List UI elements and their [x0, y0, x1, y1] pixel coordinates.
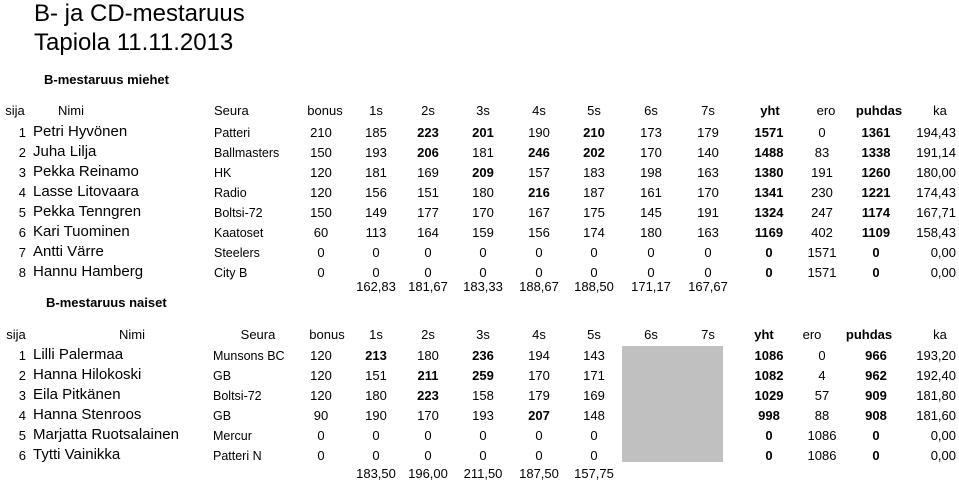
- row-game-score: 0: [424, 265, 432, 280]
- row-total: 0: [765, 428, 773, 443]
- row-player-name: Antti Värre: [33, 243, 104, 260]
- game-average: 181,67: [408, 279, 448, 294]
- row-game-score: 149: [365, 205, 387, 220]
- row-player-name: Tytti Vainikka: [33, 446, 121, 463]
- row-player-name: Petri Hyvönen: [33, 123, 128, 140]
- row-game-score: 0: [372, 245, 380, 260]
- row-game-score: 151: [417, 185, 439, 200]
- column-header-7s: 7s: [701, 103, 715, 118]
- row-net-score: 909: [865, 388, 887, 403]
- row-net-score: 1361: [861, 125, 891, 140]
- row-game-score: 169: [417, 165, 439, 180]
- column-header-ero: ero: [802, 327, 822, 342]
- row-club: HK: [214, 166, 232, 180]
- row-game-score: 181: [365, 165, 387, 180]
- row-game-score: 156: [528, 225, 550, 240]
- column-header-sija: sija: [5, 103, 25, 118]
- column-header-nimi: Nimi: [58, 103, 84, 118]
- row-average: 181,60: [916, 408, 956, 423]
- row-game-score: 180: [472, 185, 494, 200]
- row-difference: 4: [818, 368, 826, 383]
- row-game-score: 0: [590, 428, 598, 443]
- row-game-score: 0: [479, 428, 487, 443]
- row-bonus: 90: [313, 408, 329, 423]
- row-total: 1488: [754, 145, 784, 160]
- row-rank: 3: [18, 165, 26, 180]
- column-header-seura: Seura: [214, 103, 249, 118]
- game-average: 211,50: [463, 466, 503, 481]
- row-game-score: 207: [528, 408, 550, 423]
- row-rank: 5: [18, 205, 26, 220]
- row-game-score: 151: [365, 368, 387, 383]
- row-game-score: 259: [472, 368, 494, 383]
- row-game-score: 193: [472, 408, 494, 423]
- row-game-score: 169: [583, 388, 605, 403]
- row-game-score: 180: [365, 388, 387, 403]
- row-rank: 4: [18, 185, 26, 200]
- row-game-score: 223: [417, 125, 439, 140]
- row-game-score: 0: [479, 245, 487, 260]
- row-game-score: 143: [583, 348, 605, 363]
- row-bonus: 0: [317, 265, 325, 280]
- row-club: Radio: [214, 186, 247, 200]
- row-game-score: 170: [640, 145, 662, 160]
- row-bonus: 0: [317, 428, 325, 443]
- row-game-score: 0: [647, 265, 655, 280]
- column-header-seura: Seura: [240, 327, 276, 342]
- row-difference: 0: [818, 348, 826, 363]
- column-header-5s: 5s: [587, 103, 601, 118]
- row-bonus: 150: [310, 145, 332, 160]
- row-club: Boltsi-72: [214, 206, 263, 220]
- column-header-4s: 4s: [532, 327, 546, 342]
- row-game-score: 179: [528, 388, 550, 403]
- row-game-score: 0: [372, 428, 380, 443]
- row-rank: 7: [18, 245, 26, 260]
- row-club: Mercur: [213, 429, 252, 443]
- row-difference: 1571: [807, 265, 837, 280]
- column-header-nimi: Nimi: [119, 327, 145, 342]
- row-game-score: 113: [365, 225, 387, 240]
- row-game-score: 179: [697, 125, 719, 140]
- row-game-score: 0: [590, 448, 598, 463]
- row-game-score: 210: [583, 125, 605, 140]
- row-game-score: 191: [697, 205, 719, 220]
- column-header-3s: 3s: [476, 327, 490, 342]
- row-bonus: 0: [317, 245, 325, 260]
- row-club: Patteri: [214, 126, 251, 140]
- row-game-score: 0: [704, 245, 712, 260]
- unplayed-games-block: [622, 346, 723, 462]
- row-total: 0: [765, 448, 773, 463]
- row-difference: 83: [814, 145, 830, 160]
- row-game-score: 161: [640, 185, 662, 200]
- column-header-ka: ka: [933, 103, 947, 118]
- column-header-sija: sija: [6, 327, 26, 342]
- game-average: 167,67: [688, 279, 728, 294]
- row-rank: 3: [18, 388, 26, 403]
- column-header-1s: 1s: [369, 103, 383, 118]
- row-net-score: 962: [865, 368, 887, 383]
- row-bonus: 60: [313, 225, 329, 240]
- column-header-puhdas: puhdas: [855, 103, 903, 118]
- men-section-heading: B-mestaruus miehet: [44, 72, 169, 87]
- row-game-score: 0: [479, 448, 487, 463]
- column-header-bonus: bonus: [309, 327, 345, 342]
- row-difference: 0: [818, 125, 826, 140]
- column-header-3s: 3s: [476, 103, 490, 118]
- row-game-score: 246: [528, 145, 550, 160]
- row-total: 1029: [754, 388, 784, 403]
- row-total: 1082: [754, 368, 784, 383]
- column-header-yht: yht: [754, 327, 774, 342]
- row-game-score: 0: [424, 428, 432, 443]
- game-average: 196,00: [408, 466, 448, 481]
- row-player-name: Pekka Reinamo: [33, 163, 139, 180]
- column-header-2s: 2s: [421, 103, 435, 118]
- row-game-score: 174: [583, 225, 605, 240]
- row-game-score: 185: [365, 125, 387, 140]
- row-average: 0,00: [930, 428, 956, 443]
- row-rank: 1: [18, 125, 26, 140]
- row-average: 174,43: [916, 185, 956, 200]
- column-header-ka: ka: [933, 327, 947, 342]
- title-line-2: Tapiola 11.11.2013: [34, 29, 234, 56]
- row-difference: 191: [811, 165, 833, 180]
- game-average: 171,17: [631, 279, 671, 294]
- row-game-score: 180: [640, 225, 662, 240]
- row-average: 158,43: [916, 225, 956, 240]
- game-average: 157,75: [574, 466, 614, 481]
- row-game-score: 158: [472, 388, 494, 403]
- row-game-score: 0: [372, 448, 380, 463]
- row-average: 181,80: [916, 388, 956, 403]
- game-average: 188,50: [574, 279, 614, 294]
- row-average: 0,00: [930, 265, 956, 280]
- row-game-score: 190: [365, 408, 387, 423]
- row-game-score: 148: [583, 408, 605, 423]
- row-game-score: 170: [472, 205, 494, 220]
- row-difference: 57: [814, 388, 830, 403]
- column-header-2s: 2s: [421, 327, 435, 342]
- row-game-score: 159: [472, 225, 494, 240]
- row-player-name: Marjatta Ruotsalainen: [33, 426, 179, 443]
- row-game-score: 157: [528, 165, 550, 180]
- row-game-score: 193: [365, 145, 387, 160]
- row-game-score: 0: [704, 265, 712, 280]
- row-player-name: Juha Lilja: [33, 143, 97, 160]
- title-line-1: B- ja CD-mestaruus: [34, 0, 245, 27]
- row-game-score: 223: [417, 388, 439, 403]
- row-net-score: 1174: [861, 205, 891, 220]
- row-net-score: 1338: [861, 145, 891, 160]
- row-difference: 1571: [807, 245, 837, 260]
- row-total: 1380: [754, 165, 784, 180]
- row-average: 194,43: [916, 125, 956, 140]
- game-average: 187,50: [519, 466, 559, 481]
- row-game-score: 0: [424, 245, 432, 260]
- row-net-score: 1260: [861, 165, 891, 180]
- row-average: 167,71: [916, 205, 956, 220]
- row-club: Patteri N: [213, 449, 262, 463]
- row-game-score: 209: [472, 165, 494, 180]
- row-net-score: 0: [872, 428, 880, 443]
- row-game-score: 0: [372, 265, 380, 280]
- row-difference: 402: [811, 225, 833, 240]
- row-game-score: 0: [535, 428, 543, 443]
- row-club: Steelers: [214, 246, 260, 260]
- row-game-score: 171: [583, 368, 605, 383]
- column-header-6s: 6s: [644, 103, 658, 118]
- column-header-1s: 1s: [369, 327, 383, 342]
- row-game-score: 213: [365, 348, 387, 363]
- row-player-name: Hannu Hamberg: [33, 263, 144, 280]
- row-bonus: 120: [310, 348, 332, 363]
- row-difference: 230: [811, 185, 833, 200]
- row-average: 0,00: [930, 448, 956, 463]
- row-rank: 8: [18, 265, 26, 280]
- women-section-heading: B-mestaruus naiset: [46, 295, 167, 310]
- row-player-name: Kari Tuominen: [33, 223, 130, 240]
- row-game-score: 201: [472, 125, 494, 140]
- row-club: Ballmasters: [214, 146, 280, 160]
- row-net-score: 908: [865, 408, 887, 423]
- row-club: GB: [213, 409, 232, 423]
- row-difference: 1086: [807, 428, 837, 443]
- row-rank: 2: [18, 145, 26, 160]
- row-game-score: 202: [583, 145, 605, 160]
- row-club: Kaatoset: [214, 226, 264, 240]
- row-game-score: 156: [365, 185, 387, 200]
- row-game-score: 0: [535, 265, 543, 280]
- row-game-score: 0: [590, 265, 598, 280]
- row-net-score: 0: [872, 265, 880, 280]
- row-game-score: 0: [647, 245, 655, 260]
- column-header-ero: ero: [816, 103, 836, 118]
- row-club: Boltsi-72: [213, 389, 262, 403]
- row-game-score: 167: [528, 205, 550, 220]
- row-rank: 6: [18, 448, 26, 463]
- row-bonus: 210: [310, 125, 332, 140]
- row-game-score: 0: [479, 265, 487, 280]
- game-average: 188,67: [519, 279, 559, 294]
- row-average: 180,00: [916, 165, 956, 180]
- row-player-name: Lilli Palermaa: [33, 346, 124, 363]
- row-club: City B: [214, 266, 248, 280]
- row-rank: 6: [18, 225, 26, 240]
- row-rank: 1: [18, 348, 26, 363]
- row-game-score: 183: [583, 165, 605, 180]
- row-bonus: 120: [310, 185, 332, 200]
- row-game-score: 163: [697, 165, 719, 180]
- row-average: 192,40: [916, 368, 956, 383]
- row-player-name: Eila Pitkänen: [33, 386, 121, 403]
- row-total: 1324: [754, 205, 784, 220]
- row-game-score: 216: [528, 185, 550, 200]
- row-game-score: 194: [528, 348, 550, 363]
- row-game-score: 211: [417, 368, 439, 383]
- row-game-score: 163: [697, 225, 719, 240]
- row-total: 1341: [754, 185, 784, 200]
- row-game-score: 170: [528, 368, 550, 383]
- row-game-score: 170: [417, 408, 439, 423]
- column-header-4s: 4s: [532, 103, 546, 118]
- row-game-score: 198: [640, 165, 662, 180]
- column-header-7s: 7s: [701, 327, 715, 342]
- row-rank: 5: [18, 428, 26, 443]
- row-game-score: 175: [583, 205, 605, 220]
- row-difference: 247: [811, 205, 833, 220]
- row-total: 1086: [754, 348, 784, 363]
- row-game-score: 145: [640, 205, 662, 220]
- row-player-name: Hanna Hilokoski: [33, 366, 142, 383]
- row-net-score: 0: [872, 448, 880, 463]
- row-average: 193,20: [916, 348, 956, 363]
- row-player-name: Hanna Stenroos: [33, 406, 142, 423]
- column-header-bonus: bonus: [307, 103, 343, 118]
- row-club: GB: [213, 369, 232, 383]
- row-bonus: 150: [310, 205, 332, 220]
- row-game-score: 170: [697, 185, 719, 200]
- row-player-name: Lasse Litovaara: [33, 183, 139, 200]
- row-total: 0: [765, 245, 773, 260]
- row-average: 0,00: [930, 245, 956, 260]
- row-game-score: 0: [424, 448, 432, 463]
- row-game-score: 0: [590, 245, 598, 260]
- row-game-score: 190: [528, 125, 550, 140]
- row-total: 998: [758, 408, 780, 423]
- row-total: 1169: [754, 225, 784, 240]
- row-game-score: 177: [417, 205, 439, 220]
- row-game-score: 187: [583, 185, 605, 200]
- row-total: 1571: [754, 125, 784, 140]
- column-header-5s: 5s: [587, 327, 601, 342]
- row-difference: 88: [814, 408, 830, 423]
- row-game-score: 0: [535, 245, 543, 260]
- row-bonus: 120: [310, 388, 332, 403]
- row-bonus: 120: [310, 165, 332, 180]
- column-header-yht: yht: [760, 103, 780, 118]
- game-average: 183,33: [463, 279, 503, 294]
- row-game-score: 181: [472, 145, 494, 160]
- row-net-score: 966: [865, 348, 887, 363]
- row-net-score: 0: [872, 245, 880, 260]
- row-bonus: 120: [310, 368, 332, 383]
- row-rank: 4: [18, 408, 26, 423]
- row-average: 191,14: [916, 145, 956, 160]
- row-game-score: 173: [640, 125, 662, 140]
- row-net-score: 1221: [861, 185, 891, 200]
- row-game-score: 164: [417, 225, 439, 240]
- column-header-6s: 6s: [644, 327, 658, 342]
- row-difference: 1086: [807, 448, 837, 463]
- row-net-score: 1109: [861, 225, 891, 240]
- column-header-puhdas: puhdas: [845, 327, 893, 342]
- row-game-score: 206: [417, 145, 439, 160]
- row-game-score: 236: [472, 348, 494, 363]
- row-game-score: 0: [535, 448, 543, 463]
- row-game-score: 180: [417, 348, 439, 363]
- row-game-score: 140: [697, 145, 719, 160]
- row-rank: 2: [18, 368, 26, 383]
- row-club: Munsons BC: [213, 349, 285, 363]
- game-average: 162,83: [356, 279, 396, 294]
- row-bonus: 0: [317, 448, 325, 463]
- row-player-name: Pekka Tenngren: [33, 203, 142, 220]
- row-total: 0: [765, 265, 773, 280]
- game-average: 183,50: [356, 466, 396, 481]
